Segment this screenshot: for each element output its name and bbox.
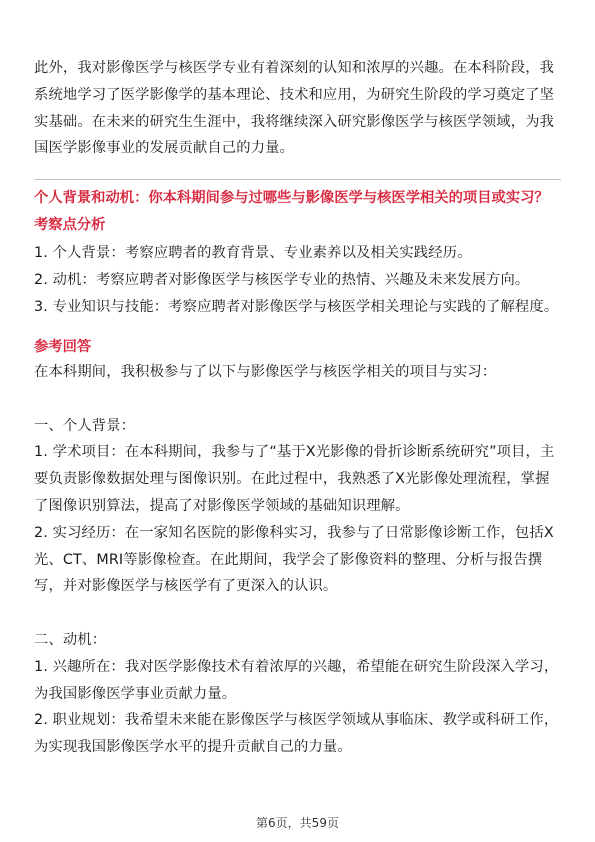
- section-divider: [34, 179, 561, 180]
- analysis-heading: 考察点分析: [34, 217, 106, 233]
- blank-line: [34, 600, 560, 627]
- analysis-item: 3. 专业知识与技能：考察应聘者对影像医学与核医学相关理论与实践的了解程度。: [34, 298, 559, 315]
- section-title: 二、动机：: [34, 631, 107, 648]
- section-title: 一、个人背景：: [34, 417, 136, 434]
- answer-item: 1. 兴趣所在：我对医学影像技术有着浓厚的兴趣，希望能在研究生阶段深入学习，为我国影像医学事业贡献力量。: [34, 658, 559, 702]
- intro-paragraph: 此外，我对影像医学与核医学专业有着深刻的认知和浓厚的兴趣。在本科阶段，我系统地学习了医学影像学的基本理论、技术和应用，为研究生阶段的学习奠定了坚实基础。在未来的研究生生涯中，我将继续深入研究影像医学与核医学领域，为我国医学影像事业的发展贡献自己的力量。: [34, 60, 555, 157]
- answer-item: 2. 职业规划：我希望未来能在影像医学与核医学领域从事临床、教学或科研工作，为实现我国影像医学水平的提升贡献自己的力量。: [34, 712, 559, 756]
- analysis-item: 1. 个人背景：考察应聘者的教育背景、专业素养以及相关实践经历。: [34, 245, 472, 261]
- page-number: 第6页，共59页: [256, 816, 339, 830]
- answer-heading: 参考回答: [34, 339, 92, 355]
- answer-body: [34, 359, 560, 761]
- question-title: 个人背景和动机：你本科期间参与过哪些与影像医学与核医学相关的项目或实习？: [34, 190, 549, 206]
- answer-item: 2. 实习经历：在一家知名医院的影像科实习，我参与了日常影像诊断工作，包括X光、CT、MRI等影像检查。在此期间，我学会了影像资料的整理、分析与报告撰写，并对影像医学与核医学有了更深入的认识。: [34, 524, 554, 595]
- answer-item: 1. 学术项目：在本科期间，我参与了“基于X光影像的骨折诊断系统研究”项目，主要负责影像数据处理与图像识别。在此过程中，我熟悉了X光影像处理流程，掌握了图像识别算法，提高了对影像医学领域的基础知识理解。: [34, 444, 555, 514]
- analysis-list: [34, 240, 564, 320]
- answer-opening: 在本科期间，我积极参与了以下与影像医学与核医学相关的项目与实习：: [34, 364, 497, 380]
- analysis-item: 2. 动机：考察应聘者对影像医学与核医学专业的热情、兴趣及未来发展方向。: [34, 271, 530, 288]
- blank-line: [34, 386, 560, 413]
